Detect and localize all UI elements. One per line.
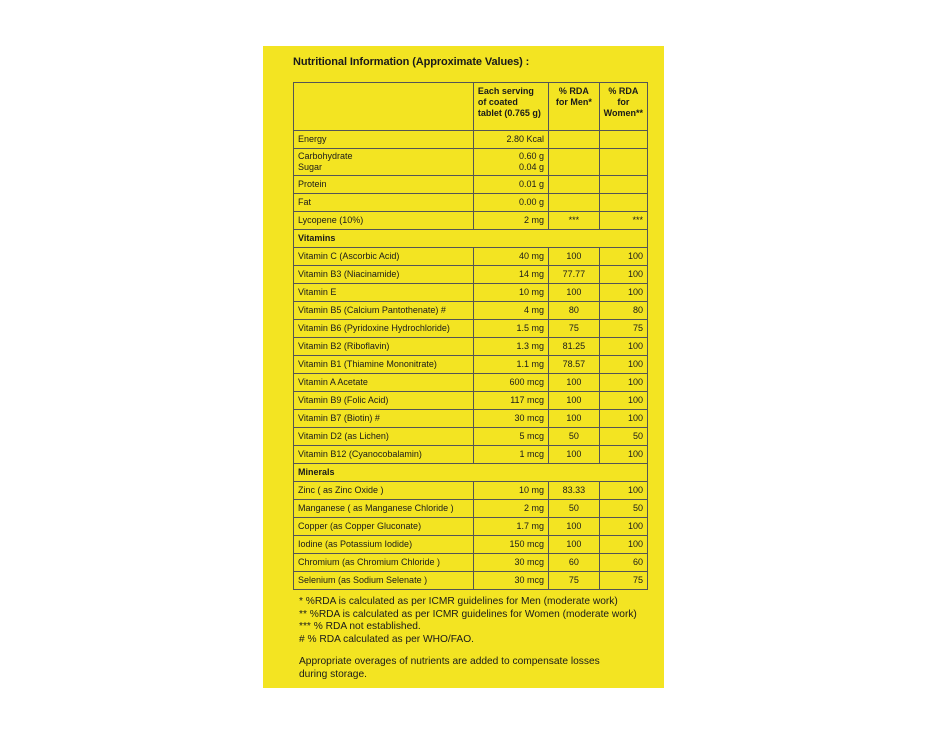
- rda-men: ***: [549, 212, 600, 230]
- nutrient-name-line: Sugar: [298, 162, 323, 172]
- rda-women: 100: [599, 248, 647, 266]
- table-row: [294, 149, 648, 176]
- table-row: [294, 248, 648, 266]
- nutrient-name: Fat: [294, 194, 474, 212]
- footnote: * %RDA is calculated as per ICMR guidelines for Men (moderate work): [299, 596, 618, 607]
- nutrient-name: Lycopene (10%): [294, 212, 474, 230]
- nutrient-name: Vitamin C (Ascorbic Acid): [294, 248, 474, 266]
- table-row: [294, 131, 648, 149]
- nutrient-name: Vitamin B2 (Riboflavin): [294, 338, 474, 356]
- section-row: [294, 464, 648, 482]
- nutrient-name: Manganese ( as Manganese Chloride ): [294, 500, 474, 518]
- nutrient-name: Protein: [294, 176, 474, 194]
- footnote: ** %RDA is calculated as per ICMR guidelines for Women (moderate work): [299, 608, 637, 620]
- nutrient-name: Vitamin B6 (Pyridoxine Hydrochloride): [294, 320, 474, 338]
- nutrient-amount: 30 mcg: [473, 554, 548, 572]
- rda-women: 100: [599, 392, 647, 410]
- rda-women: 100: [599, 410, 647, 428]
- nutrient-name: Vitamin B7 (Biotin) #: [294, 410, 474, 428]
- nutrient-amount: 117 mcg: [473, 392, 548, 410]
- nutrient-amount: 0.01 g: [473, 176, 548, 194]
- rda-men: 81.25: [549, 338, 600, 356]
- section-label-minerals: Minerals: [294, 464, 648, 482]
- nutrient-amount: 1 mcg: [473, 446, 548, 464]
- rda-women: 50: [599, 500, 647, 518]
- nutrient-amount: 600 mcg: [473, 374, 548, 392]
- nutrient-amount: [473, 149, 548, 176]
- nutrient-amount: 30 mcg: [473, 572, 548, 590]
- nutrient-name-line: Carbohydrate: [298, 151, 353, 161]
- table-row: [294, 176, 648, 194]
- nutrient-amount: 5 mcg: [473, 428, 548, 446]
- rda-men: 75: [549, 572, 600, 590]
- label-panel: [263, 46, 664, 688]
- rda-women: 100: [599, 482, 647, 500]
- rda-women: 100: [599, 266, 647, 284]
- nutrient-amount: 2.80 Kcal: [473, 131, 548, 149]
- nutrient-amount: 150 mcg: [473, 536, 548, 554]
- table-row: [294, 320, 648, 338]
- rda-women: 100: [599, 446, 647, 464]
- rda-men: 100: [549, 410, 600, 428]
- header-serving: Each serving of coated tablet (0.765 g): [473, 83, 548, 131]
- rda-men: [549, 131, 600, 149]
- table-row: [294, 212, 648, 230]
- rda-men: 50: [549, 500, 600, 518]
- rda-women: [599, 131, 647, 149]
- rda-women: [599, 176, 647, 194]
- rda-women: ***: [599, 212, 647, 230]
- rda-men: 77.77: [549, 266, 600, 284]
- rda-women: 50: [599, 428, 647, 446]
- nutrient-name: Iodine (as Potassium Iodide): [294, 536, 474, 554]
- rda-women: 60: [599, 554, 647, 572]
- table-row: [294, 500, 648, 518]
- table-row: [294, 302, 648, 320]
- rda-men: 100: [549, 536, 600, 554]
- nutrient-amount: 2 mg: [473, 212, 548, 230]
- table-row: [294, 374, 648, 392]
- rda-men: 100: [549, 392, 600, 410]
- rda-women: 100: [599, 284, 647, 302]
- minerals-body: [294, 482, 648, 590]
- nutrient-name: Vitamin B5 (Calcium Pantothenate) #: [294, 302, 474, 320]
- nutrient-amount: 10 mg: [473, 482, 548, 500]
- nutrient-name: Energy: [294, 131, 474, 149]
- table-row: [294, 194, 648, 212]
- amount-line: 0.60 g: [519, 151, 545, 161]
- nutrient-amount: 0.00 g: [473, 194, 548, 212]
- rda-men: 100: [549, 248, 600, 266]
- header-rda-women: % RDA for Women**: [599, 83, 647, 131]
- nutrient-amount: 30 mcg: [473, 410, 548, 428]
- rda-men: 100: [549, 284, 600, 302]
- table-row: [294, 356, 648, 374]
- nutrition-table: [293, 82, 648, 590]
- nutrient-amount: 2 mg: [473, 500, 548, 518]
- rda-men: 80: [549, 302, 600, 320]
- rda-men: [549, 149, 600, 176]
- nutrition-title: Nutritional Information (Approximate Values) :: [293, 56, 530, 68]
- nutrient-amount: 10 mg: [473, 284, 548, 302]
- nutrient-name: Selenium (as Sodium Selenate ): [294, 572, 474, 590]
- rda-women: 100: [599, 374, 647, 392]
- rda-men: [549, 176, 600, 194]
- table-row: [294, 482, 648, 500]
- rda-men: 100: [549, 518, 600, 536]
- rda-women: 75: [599, 320, 647, 338]
- rda-men: 78.57: [549, 356, 600, 374]
- section-label-vitamins: Vitamins: [294, 230, 648, 248]
- rda-women: 100: [599, 518, 647, 536]
- vitamins-body: [294, 248, 648, 464]
- nutrient-amount: 1.1 mg: [473, 356, 548, 374]
- rda-men: 60: [549, 554, 600, 572]
- rda-women: 100: [599, 536, 647, 554]
- nutrient-amount: 4 mg: [473, 302, 548, 320]
- nutrient-name: Vitamin B3 (Niacinamide): [294, 266, 474, 284]
- rda-men: [549, 194, 600, 212]
- footnote: # % RDA calculated as per WHO/FAO.: [299, 633, 474, 645]
- nutrient-amount: 1.3 mg: [473, 338, 548, 356]
- nutrient-name: Zinc ( as Zinc Oxide ): [294, 482, 474, 500]
- table-row: [294, 266, 648, 284]
- table-row: [294, 284, 648, 302]
- nutrient-name: Vitamin A Acetate: [294, 374, 474, 392]
- footnote: *** % RDA not established.: [299, 621, 421, 632]
- table-row: [294, 338, 648, 356]
- nutrient-amount: 1.5 mg: [473, 320, 548, 338]
- rda-men: 50: [549, 428, 600, 446]
- storage-note: Appropriate overages of nutrients are added to compensate losses during storage.: [299, 656, 600, 680]
- rda-men: 75: [549, 320, 600, 338]
- table-row: [294, 572, 648, 590]
- table-row: [294, 392, 648, 410]
- nutrient-amount: 40 mg: [473, 248, 548, 266]
- nutrient-name: Copper (as Copper Gluconate): [294, 518, 474, 536]
- nutrient-amount: 1.7 mg: [473, 518, 548, 536]
- rda-women: 75: [599, 572, 647, 590]
- table-row: [294, 446, 648, 464]
- rda-women: [599, 194, 647, 212]
- rda-men: 100: [549, 446, 600, 464]
- nutrient-name: Vitamin B9 (Folic Acid): [294, 392, 474, 410]
- table-row: [294, 518, 648, 536]
- nutrient-name: Vitamin E: [294, 284, 474, 302]
- table-row: [294, 554, 648, 572]
- nutrient-name: Vitamin B1 (Thiamine Mononitrate): [294, 356, 474, 374]
- amount-line: 0.04 g: [519, 162, 545, 172]
- rda-women: 100: [599, 338, 647, 356]
- section-row: [294, 230, 648, 248]
- table-row: [294, 536, 648, 554]
- nutrient-name: Vitamin D2 (as Lichen): [294, 428, 474, 446]
- rda-men: 100: [549, 374, 600, 392]
- header-rda-men: % RDA for Men*: [549, 83, 600, 131]
- table-header-row: [294, 83, 648, 131]
- rda-women: 100: [599, 356, 647, 374]
- rda-women: [599, 149, 647, 176]
- nutrient-amount: 14 mg: [473, 266, 548, 284]
- table-row: [294, 410, 648, 428]
- nutrient-name: [294, 149, 474, 176]
- footnotes: [299, 596, 637, 646]
- rda-men: 83.33: [549, 482, 600, 500]
- rda-women: 80: [599, 302, 647, 320]
- nutrient-name: Chromium (as Chromium Chloride ): [294, 554, 474, 572]
- header-blank: [294, 83, 474, 131]
- nutrient-name: Vitamin B12 (Cyanocobalamin): [294, 446, 474, 464]
- table-row: [294, 428, 648, 446]
